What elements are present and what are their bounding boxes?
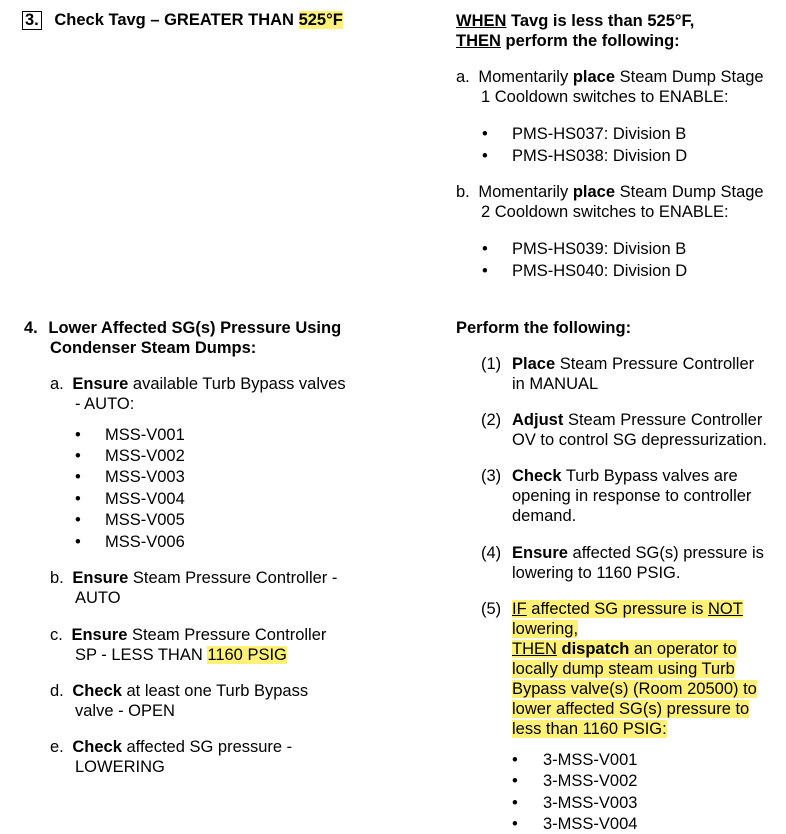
step4-item-c xyxy=(50,625,326,645)
then-text: perform the following: xyxy=(505,32,680,50)
bullet-icon: • xyxy=(75,511,81,529)
bullet-icon: • xyxy=(512,772,518,790)
item-letter: b. xyxy=(50,569,64,587)
step4-title-line2: Condenser Steam Dumps: xyxy=(50,339,257,357)
step4-item-b xyxy=(50,568,337,588)
item-text: Bypass valve(s) (Room 20500) to xyxy=(512,680,757,698)
bullet-text: PMS-HS038: Division D xyxy=(512,147,688,165)
rnr-item-2-line2: OV to control SG depressurization. xyxy=(512,431,767,449)
rnr-item-3-line2: opening in response to controller xyxy=(512,487,752,505)
bullet-icon: • xyxy=(75,468,81,486)
rnr-item-2-num: (2) xyxy=(481,411,502,429)
bullet-icon: • xyxy=(482,147,488,165)
item-verb: Ensure xyxy=(512,544,568,562)
when-keyword: WHEN xyxy=(456,12,507,30)
item-text: Steam Pressure Controller xyxy=(559,355,755,373)
item-letter: b. xyxy=(456,183,470,201)
item-text: an operator to xyxy=(633,640,737,658)
step3-item-a-line2: 1 Cooldown switches to ENABLE: xyxy=(481,88,729,106)
step3-item-b xyxy=(456,182,764,202)
if-keyword: IF xyxy=(512,600,527,618)
then-keyword: THEN xyxy=(456,32,501,50)
rnr-item-5-line1 xyxy=(512,599,757,619)
item-text: at least one Turb Bypass xyxy=(126,682,309,700)
bullet-text: 3-MSS-V001 xyxy=(543,751,638,769)
bullet-text: PMS-HS040: Division D xyxy=(512,262,688,280)
step4-item-d-line2: valve - OPEN xyxy=(75,702,175,720)
rnr-item-3 xyxy=(512,466,738,486)
bullet-icon: • xyxy=(75,447,81,465)
bullet-text: MSS-V003 xyxy=(105,468,185,486)
when-text: Tavg is less than 525°F, xyxy=(511,12,695,30)
bullet-text: 3-MSS-V002 xyxy=(543,772,638,790)
item-text: lowering, xyxy=(512,620,579,638)
bullet-icon: • xyxy=(75,533,81,551)
item-text: Turb Bypass valves are xyxy=(565,467,738,485)
bullet-text: MSS-V006 xyxy=(105,533,185,551)
rnr-item-1-num: (1) xyxy=(481,355,502,373)
bullet-icon: • xyxy=(482,240,488,258)
item-text: affected SG pressure - xyxy=(126,738,293,756)
bullet-text: MSS-V002 xyxy=(105,447,185,465)
item-text: locally dump steam using Turb xyxy=(512,660,735,678)
rnr-item-3-line3: demand. xyxy=(512,507,577,525)
item-pre: Momentarily xyxy=(478,183,569,201)
step4-item-a xyxy=(50,374,346,394)
item-letter: a. xyxy=(50,375,64,393)
step4-title-line1: Lower Affected SG(s) Pressure Using xyxy=(48,319,342,337)
step4-number: 4. xyxy=(24,319,38,337)
item-text: Steam Pressure Controller - xyxy=(132,569,338,587)
bullet-text: 3-MSS-V004 xyxy=(543,815,638,833)
rnr-item-4-line2: lowering to 1160 PSIG. xyxy=(512,564,681,582)
item-text: Steam Dump Stage xyxy=(619,183,764,201)
rnr-item-5-line2 xyxy=(512,619,757,639)
item-letter: c. xyxy=(50,626,63,644)
bullet-text: 3-MSS-V003 xyxy=(543,794,638,812)
step4-item-d xyxy=(50,681,308,701)
step3-title-text: Check Tavg – GREATER THAN xyxy=(54,11,294,29)
step3-item-a xyxy=(456,67,764,87)
item-verb: Check xyxy=(72,738,122,756)
bullet-text: MSS-V001 xyxy=(105,426,185,444)
step4-item-e xyxy=(50,737,292,757)
item-verb: place xyxy=(572,68,616,86)
bullet-icon: • xyxy=(482,262,488,280)
item-verb: Ensure xyxy=(72,375,129,393)
rnr-item-5-line5 xyxy=(512,679,757,699)
step3-when-line xyxy=(456,11,694,31)
dispatch-keyword: dispatch xyxy=(561,640,630,658)
step3-title-value: 525°F xyxy=(298,11,343,29)
item-verb: Adjust xyxy=(512,411,564,429)
rnr-item-5-line6 xyxy=(512,699,757,719)
step4-title xyxy=(24,318,341,338)
item-text: Steam Pressure Controller xyxy=(131,626,327,644)
bullet-icon: • xyxy=(75,426,81,444)
item-letter: e. xyxy=(50,738,64,756)
item-text: affected SG pressure is xyxy=(531,600,704,618)
bullet-text: PMS-HS039: Division B xyxy=(512,240,687,258)
not-keyword: NOT xyxy=(707,600,743,618)
item-text: Steam Dump Stage xyxy=(619,68,764,86)
step3-item-b-line2: 2 Cooldown switches to ENABLE: xyxy=(481,203,729,221)
item-verb: Ensure xyxy=(72,569,129,587)
then-keyword: THEN xyxy=(512,640,557,658)
item-verb: place xyxy=(572,183,616,201)
item-letter: d. xyxy=(50,682,64,700)
step3-then-line xyxy=(456,31,680,51)
item-letter: a. xyxy=(456,68,470,86)
item-text: Steam Pressure Controller xyxy=(567,411,763,429)
rnr-item-4-num: (4) xyxy=(481,544,502,562)
item-verb: Check xyxy=(72,682,122,700)
item-verb: Place xyxy=(512,355,556,373)
item-text: lower affected SG(s) pressure to xyxy=(512,700,750,718)
rnr-item-5 xyxy=(512,599,757,739)
rnr-item-4 xyxy=(512,543,764,563)
rnr-item-5-num: (5) xyxy=(481,600,502,618)
item-text: SP - LESS THAN xyxy=(75,646,203,664)
rnr-item-5-line7 xyxy=(512,719,757,739)
bullet-icon: • xyxy=(482,125,488,143)
rnr-item-1-line2: in MANUAL xyxy=(512,375,599,393)
rnr-item-5-line4 xyxy=(512,659,757,679)
step4-item-c-line2 xyxy=(75,645,287,665)
item-text: less than 1160 PSIG: xyxy=(512,720,667,738)
bullet-icon: • xyxy=(512,815,518,833)
item-pre: Momentarily xyxy=(478,68,569,86)
step3-number: 3. xyxy=(22,11,42,30)
step3-title xyxy=(22,10,343,30)
item-text: affected SG(s) pressure is xyxy=(572,544,764,562)
bullet-icon: • xyxy=(75,490,81,508)
bullet-icon: • xyxy=(512,751,518,769)
rnr-item-3-num: (3) xyxy=(481,467,502,485)
step4-item-b-line2: AUTO xyxy=(75,589,121,607)
rnr-item-1 xyxy=(512,354,754,374)
step4-item-e-line2: LOWERING xyxy=(75,758,165,776)
bullet-text: MSS-V005 xyxy=(105,511,185,529)
item-verb: Check xyxy=(512,467,562,485)
bullet-text: PMS-HS037: Division B xyxy=(512,125,687,143)
setpoint-value: 1160 PSIG xyxy=(207,646,287,664)
bullet-icon: • xyxy=(512,794,518,812)
rnr-item-5-line3 xyxy=(512,639,757,659)
step4-item-a-line2: - AUTO: xyxy=(75,395,135,413)
item-text: available Turb Bypass valves xyxy=(132,375,346,393)
step4-rnr-header: Perform the following: xyxy=(456,319,632,337)
rnr-item-2 xyxy=(512,410,762,430)
item-verb: Ensure xyxy=(71,626,128,644)
bullet-text: MSS-V004 xyxy=(105,490,185,508)
